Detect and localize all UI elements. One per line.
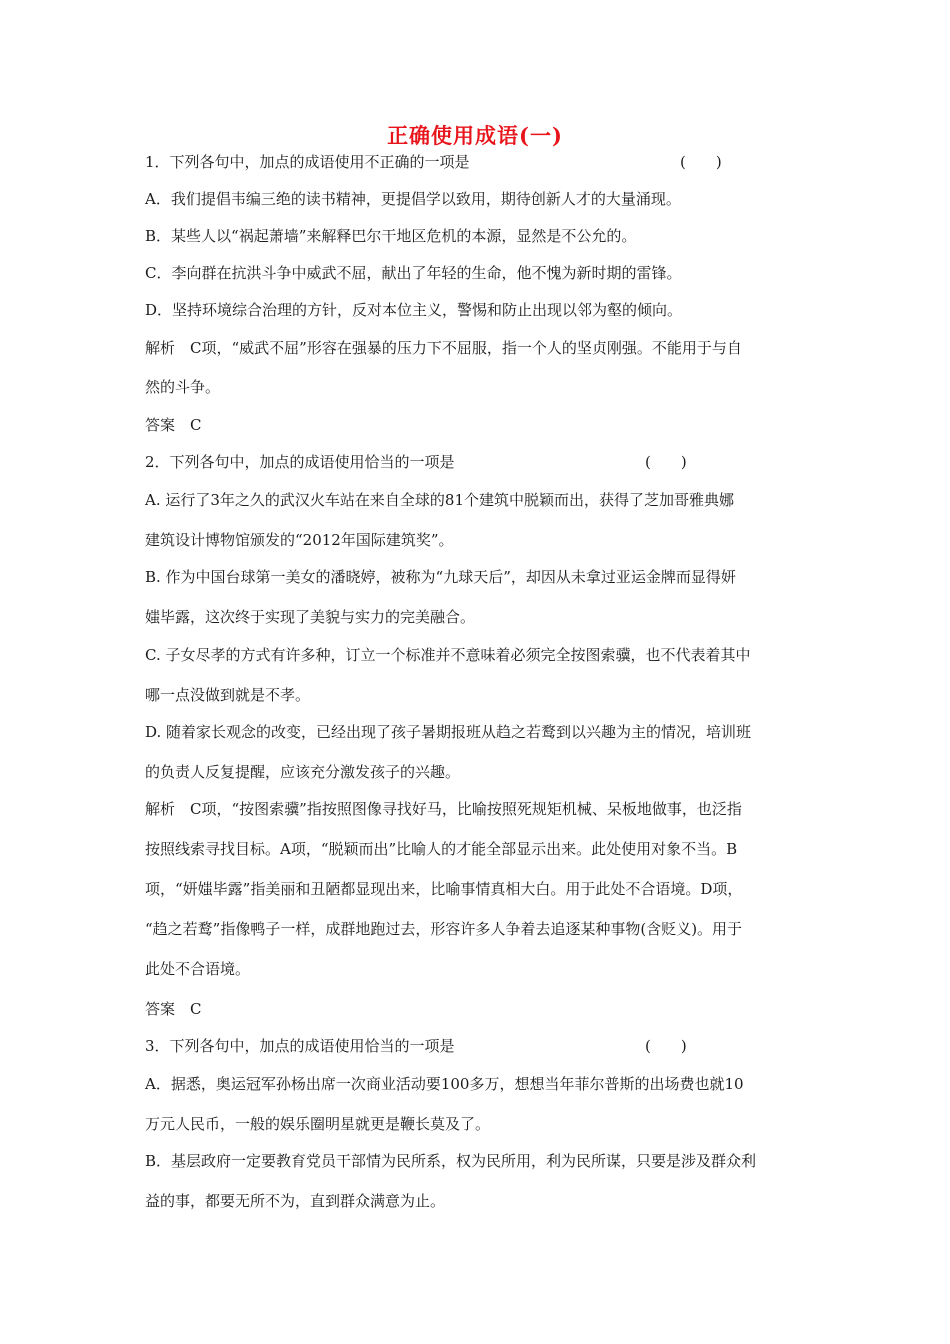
question-1-option-c: C．李向群在抗洪斗争中威武不屈，献出了年轻的生命，他不愧为新时期的雷锋。: [145, 264, 682, 282]
question-2-option-c: 哪一点没做到就是不孝。: [145, 686, 311, 704]
answer-blank: ( ): [645, 453, 687, 471]
question-2-option-a: A. 运行了3年之久的武汉火车站在来自全球的81个建筑中脱颖而出，获得了芝加哥雅典娜: [145, 491, 735, 509]
page-title: 正确使用成语(一): [387, 123, 563, 148]
answer-blank: ( ): [680, 153, 722, 171]
answer-blank: ( ): [645, 1037, 687, 1055]
question-2-stem: 2．下列各句中，加点的成语使用恰当的一项是 ( ): [145, 453, 687, 471]
question-1-option-d: D．坚持环境综合治理的方针，反对本位主义，警惕和防止出现以邻为壑的倾向。: [145, 301, 683, 319]
question-2-answer: 答案 C: [145, 1000, 202, 1018]
question-1-analysis: 然的斗争。: [145, 378, 221, 396]
question-2-option-b: 媸毕露，这次终于实现了美貌与实力的完美融合。: [145, 608, 476, 626]
question-2-analysis: 解析 C项，“按图索骥”指按照图像寻找好马，比喻按照死规矩机械、呆板地做事，也泛指: [145, 800, 742, 818]
question-3-option-a: A．据悉，奥运冠军孙杨出席一次商业活动要100多万，想想当年菲尔普斯的出场费也就10: [145, 1075, 744, 1093]
question-3-option-a: 万元人民币，一般的娱乐圈明星就更是鞭长莫及了。: [145, 1115, 491, 1133]
question-1-stem: 1．下列各句中，加点的成语使用不正确的一项是 ( ): [145, 153, 722, 171]
question-3-option-b: B．基层政府一定要教育党员干部情为民所系，权为民所用，利为民所谋，只要是涉及群众利: [145, 1152, 757, 1170]
question-1-analysis: 解析 C项，“威武不屈”形容在强暴的压力下不屈服，指一个人的坚贞刚强。不能用于与自: [145, 339, 742, 357]
question-2-analysis: 项，“妍媸毕露”指美丽和丑陋都显现出来，比喻事情真相大白。用于此处不合语境。D项，: [145, 880, 743, 898]
question-2-analysis: “趋之若鹜”指像鸭子一样，成群地跑过去，形容许多人争着去追逐某种事物(含贬义)。用于: [145, 920, 743, 938]
question-2-option-d: 的负责人反复提醒，应该充分激发孩子的兴趣。: [145, 763, 461, 781]
question-2-analysis: 按照线索寻找目标。A项，“脱颖而出”比喻人的才能全部显示出来。此处使用对象不当。B: [145, 840, 738, 858]
question-1-answer: 答案 C: [145, 416, 202, 434]
question-2-option-c: C. 子女尽孝的方式有许多种，订立一个标准并不意味着必须完全按图索骥，也不代表着其中: [145, 646, 751, 664]
question-2-option-a: 建筑设计博物馆颁发的“2012年国际建筑奖”。: [145, 531, 454, 549]
question-3-option-b: 益的事，都要无所不为，直到群众满意为止。: [145, 1192, 446, 1210]
question-2-option-d: D. 随着家长观念的改变，已经出现了孩子暑期报班从趋之若鹜到以兴趣为主的情况，培训班: [145, 723, 752, 741]
question-1-option-b: B．某些人以“祸起萧墙”来解释巴尔干地区危机的本源，显然是不公允的。: [145, 227, 637, 245]
question-2-option-b: B. 作为中国台球第一美女的潘晓婷，被称为“九球天后”，却因从未拿过亚运金牌而显得妍: [145, 568, 736, 586]
question-1-option-a: A．我们提倡韦编三绝的读书精神，更提倡学以致用，期待创新人才的大量涌现。: [145, 190, 681, 208]
question-3-stem: 3．下列各句中，加点的成语使用恰当的一项是 ( ): [145, 1037, 687, 1055]
question-2-analysis: 此处不合语境。: [145, 960, 251, 978]
